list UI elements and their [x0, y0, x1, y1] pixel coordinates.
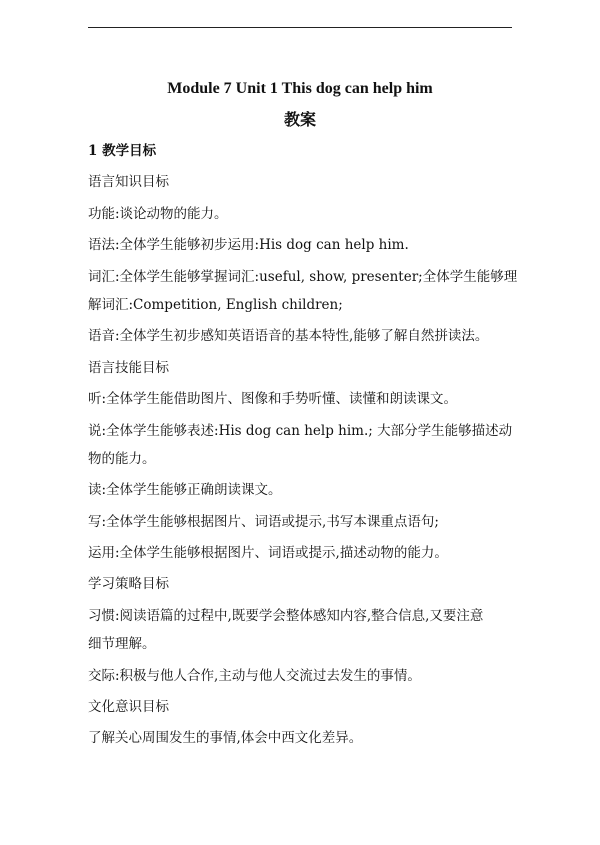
item-habit-continued: 细节理解。 [88, 636, 156, 653]
item-speaking: 说:全体学生能够表述:His dog can help him.; 大部分学生能够描述动 [88, 422, 513, 439]
item-listening: 听:全体学生能借助图片、图像和手势听懂、读懂和朗读课文。 [88, 391, 458, 408]
item-grammar: 语法:全体学生能够初步运用:His dog can help him. [88, 237, 409, 254]
document-body [88, 140, 518, 759]
item-communication: 交际:积极与他人合作,主动与他人交流过去发生的事情。 [88, 667, 421, 684]
item-function: 功能:谈论动物的能力。 [88, 205, 228, 222]
subheading-language-knowledge: 语言知识目标 [88, 174, 169, 191]
item-reading: 读:全体学生能够正确朗读课文。 [88, 482, 282, 499]
item-speaking-continued: 物的能力。 [88, 450, 156, 467]
item-habit: 习惯:阅读语篇的过程中,既要学会整体感知内容,整合信息,又要注意 [88, 607, 484, 624]
item-culture: 了解关心周围发生的事情,体会中西文化差异。 [88, 730, 363, 747]
document-subtitle: 教案 [283, 110, 316, 129]
header-rule [88, 27, 512, 28]
item-writing: 写:全体学生能够根据图片、词语或提示,书写本课重点语句; [88, 513, 439, 530]
document-title: Module 7 Unit 1 This dog can help him [167, 80, 433, 97]
subheading-cultural-awareness: 文化意识目标 [88, 699, 169, 716]
subheading-language-skills: 语言技能目标 [88, 359, 169, 376]
item-pronunciation: 语音:全体学生初步感知英语语音的基本特性,能够了解自然拼读法。 [88, 328, 489, 345]
subheading-learning-strategy: 学习策略目标 [88, 576, 169, 593]
item-vocabulary: 词汇:全体学生能够掌握词汇:useful, show, presenter;全体学生能够理 [88, 268, 518, 285]
item-application: 运用:全体学生能够根据图片、词语或提示,描述动物的能力。 [88, 545, 448, 562]
section-heading-objectives: 1 教学目标 [88, 143, 157, 159]
item-vocabulary-continued: 解词汇:Competition, English children; [88, 296, 343, 313]
